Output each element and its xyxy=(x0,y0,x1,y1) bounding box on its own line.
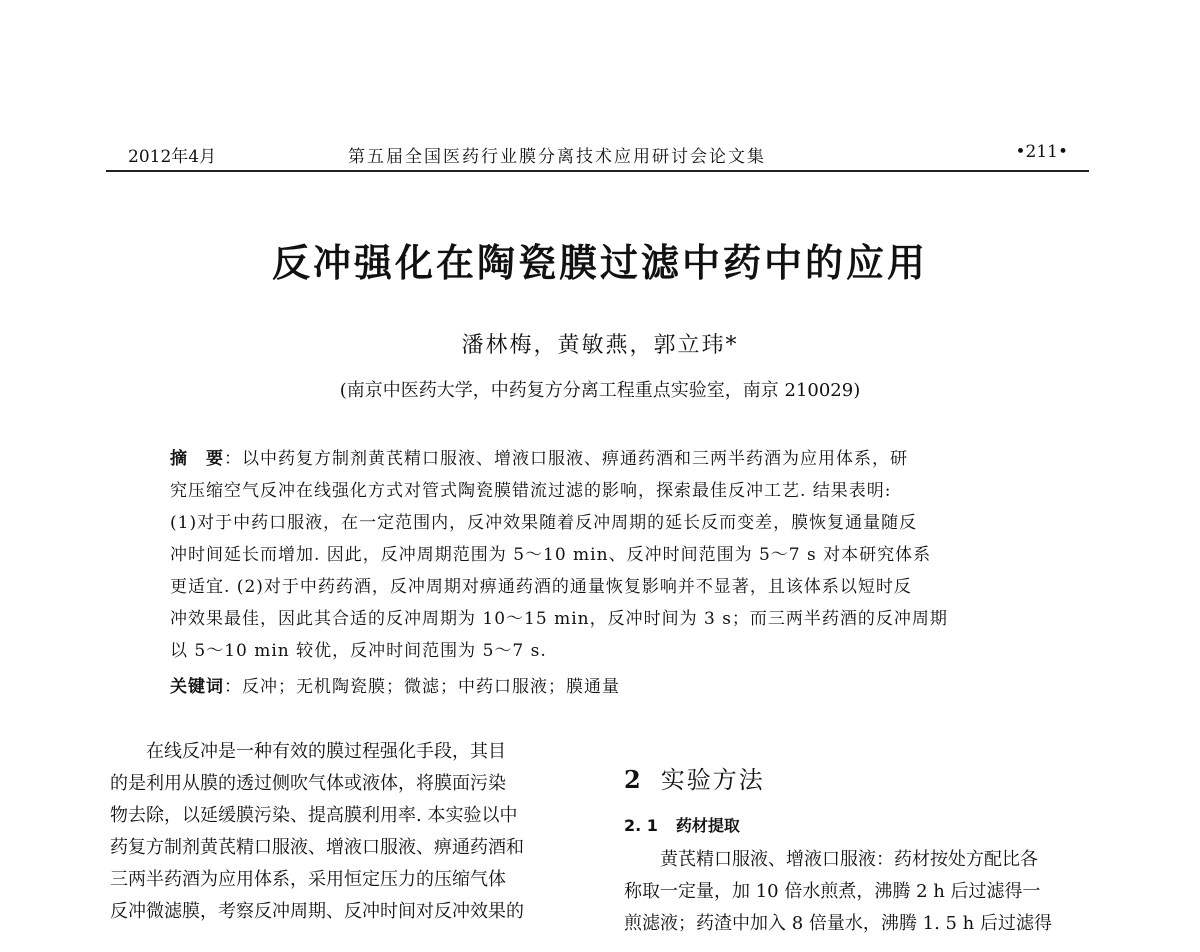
abstract-line: (1)对于中药口服液，在一定范围内，反冲效果随着反冲周期的延长反而变差，膜恢复通量随反 xyxy=(170,513,918,533)
right-column xyxy=(624,844,1094,940)
header-date: 2012年4月 xyxy=(128,147,217,167)
body-line: 称取一定量，加 10 倍水煎煮，沸腾 2 h 后过滤得一 xyxy=(624,881,1041,902)
body-line: 黄芪精口服液、增液口服液：药材按处方配比各 xyxy=(624,849,1038,870)
body-line: 物去除，以延缓膜污染、提高膜利用率. 本实验以中 xyxy=(110,805,518,826)
affiliation: (南京中医药大学，中药复方分离工程重点实验室，南京 210029) xyxy=(339,380,861,401)
author-list: 潘林梅，黄敏燕，郭立玮* xyxy=(461,333,739,358)
section-heading xyxy=(624,760,765,795)
abstract-label: 摘 要 xyxy=(170,449,224,469)
header-proceedings-title: 第五届全国医药行业膜分离技术应用研讨会论文集 xyxy=(348,147,766,167)
body-line: 三两半药酒为应用体系，采用恒定压力的压缩气体 xyxy=(110,869,506,890)
header-rule xyxy=(106,170,1089,172)
abstract-text: ：以中药复方制剂黄芪精口服液、增液口服液、痹通药酒和三两半药酒为应用体系，研 xyxy=(224,449,908,469)
abstract xyxy=(170,443,1032,703)
left-column xyxy=(110,736,590,928)
keywords-label: 关键词 xyxy=(170,677,224,697)
body-line: 药复方制剂黄芪精口服液、增液口服液、痹通药酒和 xyxy=(110,837,524,858)
subsection-number: 2. 1 xyxy=(624,816,658,835)
keywords-text: ：反冲；无机陶瓷膜；微滤；中药口服液；膜通量 xyxy=(224,677,620,697)
section-number: 2 xyxy=(624,765,643,794)
abstract-line: 以 5～10 min 较优，反冲时间范围为 5～7 s. xyxy=(170,641,547,661)
abstract-line: 冲时间延长而增加. 因此，反冲周期范围为 5～10 min、反冲时间范围为 5～7 s 对本研究体系 xyxy=(170,545,932,565)
abstract-line: 冲效果最佳，因此其合适的反冲周期为 10～15 min，反冲时间为 3 s；而三两半药酒的反冲周期 xyxy=(170,609,948,629)
body-line: 反冲微滤膜，考察反冲周期、反冲时间对反冲效果的 xyxy=(110,901,524,922)
paper-title: 反冲强化在陶瓷膜过滤中药中的应用 xyxy=(271,240,928,285)
abstract-line xyxy=(170,443,1032,475)
subsection-heading xyxy=(624,813,740,836)
body-line: 在线反冲是一种有效的膜过程强化手段，其目 xyxy=(110,741,506,762)
body-line: 煎滤液；药渣中加入 8 倍量水，沸腾 1. 5 h 后过滤得 xyxy=(624,913,1052,934)
subsection-title: 药材提取 xyxy=(675,816,740,835)
running-header xyxy=(128,142,1088,170)
abstract-line: 更适宜. (2)对于中药药酒，反冲周期对痹通药酒的通量恢复影响并不显著，且该体系以短时反 xyxy=(170,577,912,597)
body-line: 的是利用从膜的透过侧吹气体或液体，将膜面污染 xyxy=(110,773,506,794)
header-page-number: •211• xyxy=(1015,142,1068,162)
keywords xyxy=(170,671,1032,703)
abstract-line: 究压缩空气反冲在线强化方式对管式陶瓷膜错流过滤的影响，探索最佳反冲工艺. 结果表明: xyxy=(170,481,892,501)
section-title: 实验方法 xyxy=(660,766,765,794)
